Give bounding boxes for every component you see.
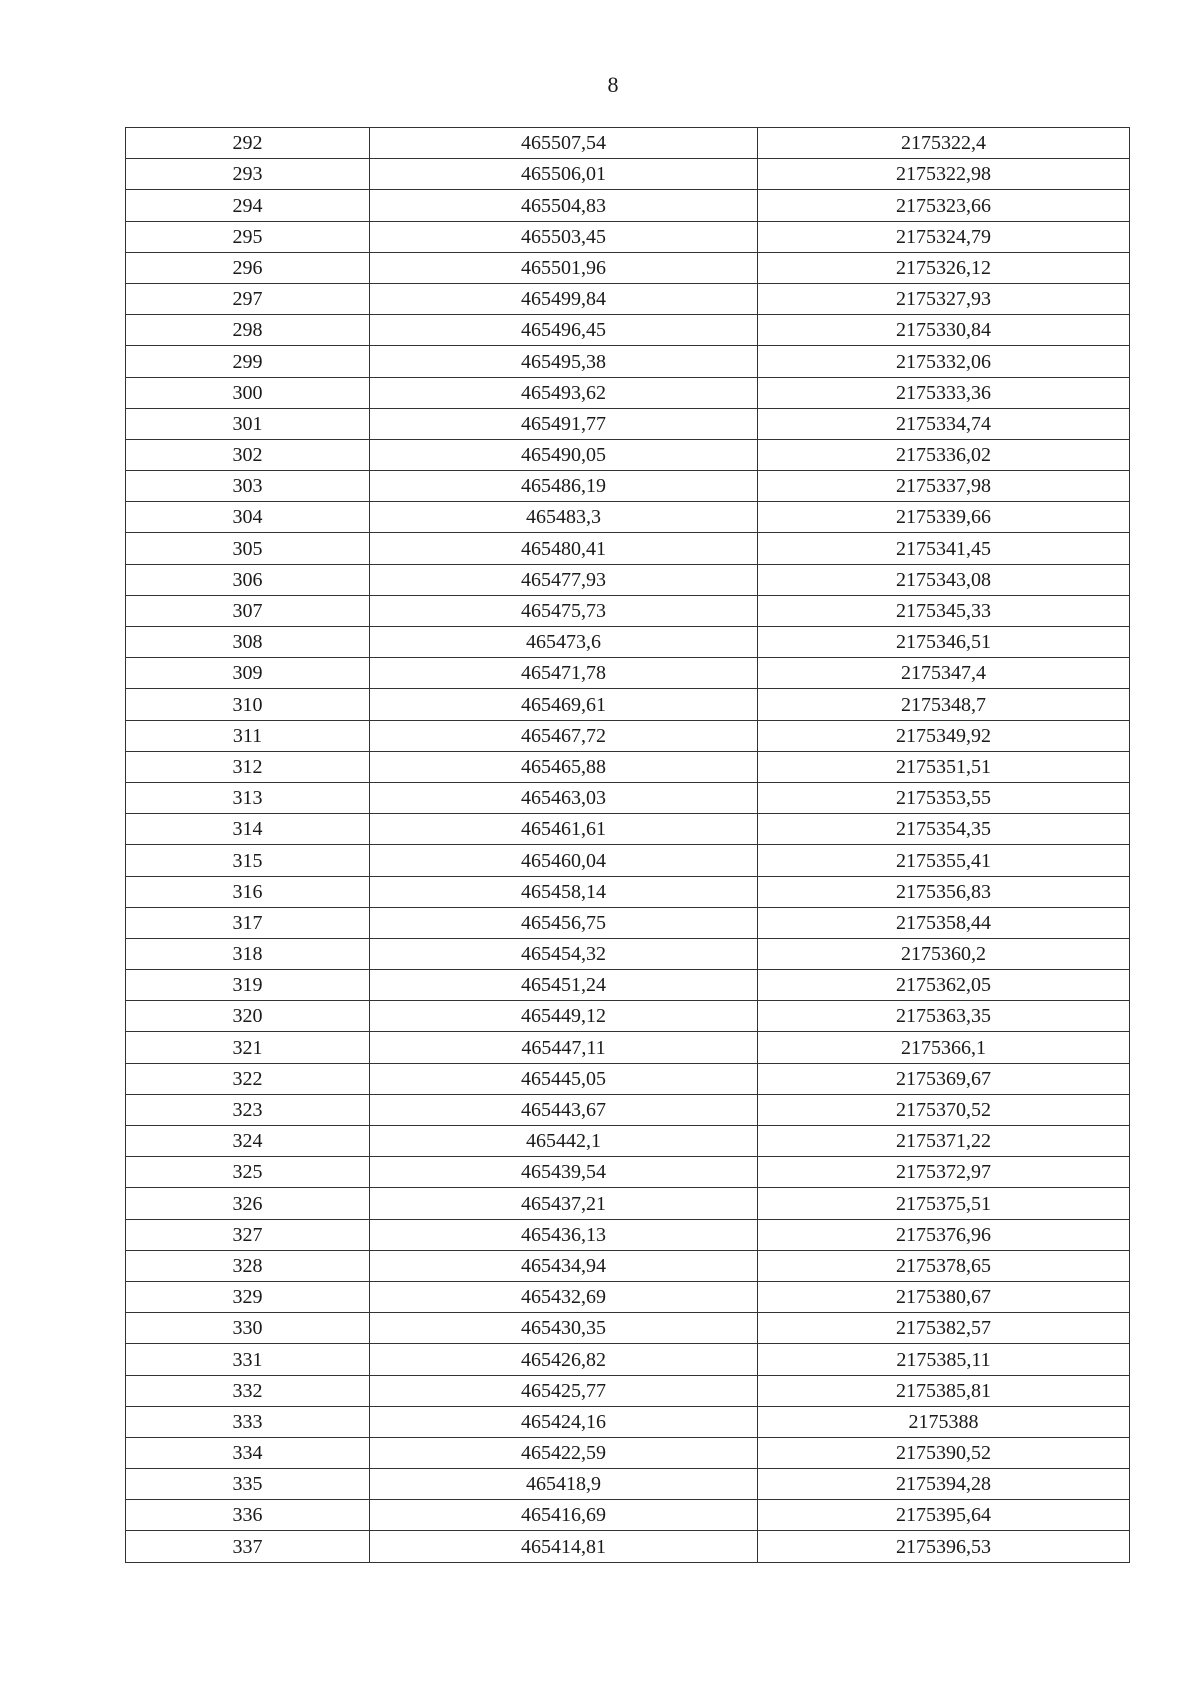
- x-coordinate-cell: 465486,19: [370, 471, 758, 502]
- point-number-cell: 321: [126, 1032, 370, 1063]
- x-coordinate-cell: 465469,61: [370, 689, 758, 720]
- y-coordinate-cell: 2175371,22: [758, 1126, 1130, 1157]
- table-row: [126, 627, 1130, 658]
- point-number-cell: 295: [126, 221, 370, 252]
- table-row: [126, 252, 1130, 283]
- point-number-cell: 299: [126, 346, 370, 377]
- point-number-cell: 337: [126, 1531, 370, 1562]
- point-number-cell: 330: [126, 1313, 370, 1344]
- y-coordinate-cell: 2175336,02: [758, 439, 1130, 470]
- y-coordinate-cell: 2175333,36: [758, 377, 1130, 408]
- y-coordinate-cell: 2175369,67: [758, 1063, 1130, 1094]
- point-number-cell: 319: [126, 970, 370, 1001]
- table-row: [126, 533, 1130, 564]
- y-coordinate-cell: 2175334,74: [758, 408, 1130, 439]
- table-row: [126, 471, 1130, 502]
- x-coordinate-cell: 465475,73: [370, 595, 758, 626]
- point-number-cell: 325: [126, 1157, 370, 1188]
- point-number-cell: 320: [126, 1001, 370, 1032]
- point-number-cell: 332: [126, 1375, 370, 1406]
- point-number-cell: 334: [126, 1437, 370, 1468]
- y-coordinate-cell: 2175362,05: [758, 970, 1130, 1001]
- point-number-cell: 316: [126, 876, 370, 907]
- y-coordinate-cell: 2175376,96: [758, 1219, 1130, 1250]
- point-number-cell: 333: [126, 1406, 370, 1437]
- point-number-cell: 305: [126, 533, 370, 564]
- point-number-cell: 318: [126, 938, 370, 969]
- table-row: [126, 159, 1130, 190]
- x-coordinate-cell: 465506,01: [370, 159, 758, 190]
- x-coordinate-cell: 465447,11: [370, 1032, 758, 1063]
- y-coordinate-cell: 2175396,53: [758, 1531, 1130, 1562]
- point-number-cell: 327: [126, 1219, 370, 1250]
- x-coordinate-cell: 465495,38: [370, 346, 758, 377]
- table-row: [126, 658, 1130, 689]
- table-row: [126, 1250, 1130, 1281]
- point-number-cell: 304: [126, 502, 370, 533]
- x-coordinate-cell: 465436,13: [370, 1219, 758, 1250]
- y-coordinate-cell: 2175348,7: [758, 689, 1130, 720]
- x-coordinate-cell: 465449,12: [370, 1001, 758, 1032]
- table-row: [126, 1063, 1130, 1094]
- table-row: [126, 1001, 1130, 1032]
- x-coordinate-cell: 465499,84: [370, 283, 758, 314]
- point-number-cell: 296: [126, 252, 370, 283]
- y-coordinate-cell: 2175360,2: [758, 938, 1130, 969]
- table-row: [126, 876, 1130, 907]
- y-coordinate-cell: 2175324,79: [758, 221, 1130, 252]
- table-row: [126, 346, 1130, 377]
- table-row: [126, 1188, 1130, 1219]
- table-row: [126, 221, 1130, 252]
- x-coordinate-cell: 465445,05: [370, 1063, 758, 1094]
- table-row: [126, 439, 1130, 470]
- y-coordinate-cell: 2175358,44: [758, 907, 1130, 938]
- y-coordinate-cell: 2175375,51: [758, 1188, 1130, 1219]
- y-coordinate-cell: 2175343,08: [758, 564, 1130, 595]
- y-coordinate-cell: 2175395,64: [758, 1500, 1130, 1531]
- x-coordinate-cell: 465467,72: [370, 720, 758, 751]
- table-row: [126, 128, 1130, 159]
- x-coordinate-cell: 465463,03: [370, 782, 758, 813]
- x-coordinate-cell: 465461,61: [370, 814, 758, 845]
- y-coordinate-cell: 2175323,66: [758, 190, 1130, 221]
- table-row: [126, 1281, 1130, 1312]
- x-coordinate-cell: 465503,45: [370, 221, 758, 252]
- x-coordinate-cell: 465439,54: [370, 1157, 758, 1188]
- y-coordinate-cell: 2175330,84: [758, 315, 1130, 346]
- y-coordinate-cell: 2175355,41: [758, 845, 1130, 876]
- point-number-cell: 313: [126, 782, 370, 813]
- point-number-cell: 297: [126, 283, 370, 314]
- y-coordinate-cell: 2175326,12: [758, 252, 1130, 283]
- table-row: [126, 1500, 1130, 1531]
- y-coordinate-cell: 2175388: [758, 1406, 1130, 1437]
- table-row: [126, 907, 1130, 938]
- y-coordinate-cell: 2175378,65: [758, 1250, 1130, 1281]
- point-number-cell: 324: [126, 1126, 370, 1157]
- y-coordinate-cell: 2175337,98: [758, 471, 1130, 502]
- point-number-cell: 307: [126, 595, 370, 626]
- y-coordinate-cell: 2175345,33: [758, 595, 1130, 626]
- point-number-cell: 323: [126, 1094, 370, 1125]
- x-coordinate-cell: 465507,54: [370, 128, 758, 159]
- table-row: [126, 938, 1130, 969]
- table-row: [126, 315, 1130, 346]
- x-coordinate-cell: 465460,04: [370, 845, 758, 876]
- point-number-cell: 312: [126, 751, 370, 782]
- table-row: [126, 283, 1130, 314]
- x-coordinate-cell: 465424,16: [370, 1406, 758, 1437]
- table-row: [126, 970, 1130, 1001]
- point-number-cell: 310: [126, 689, 370, 720]
- table-row: [126, 689, 1130, 720]
- x-coordinate-cell: 465434,94: [370, 1250, 758, 1281]
- table-row: [126, 1126, 1130, 1157]
- y-coordinate-cell: 2175347,4: [758, 658, 1130, 689]
- point-number-cell: 322: [126, 1063, 370, 1094]
- point-number-cell: 302: [126, 439, 370, 470]
- point-number-cell: 292: [126, 128, 370, 159]
- y-coordinate-cell: 2175394,28: [758, 1469, 1130, 1500]
- table-row: [126, 1219, 1130, 1250]
- table-row: [126, 1437, 1130, 1468]
- table-row: [126, 1531, 1130, 1562]
- y-coordinate-cell: 2175372,97: [758, 1157, 1130, 1188]
- table-row: [126, 782, 1130, 813]
- y-coordinate-cell: 2175327,93: [758, 283, 1130, 314]
- x-coordinate-cell: 465471,78: [370, 658, 758, 689]
- point-number-cell: 308: [126, 627, 370, 658]
- table-row: [126, 595, 1130, 626]
- y-coordinate-cell: 2175363,35: [758, 1001, 1130, 1032]
- y-coordinate-cell: 2175346,51: [758, 627, 1130, 658]
- x-coordinate-cell: 465477,93: [370, 564, 758, 595]
- point-number-cell: 306: [126, 564, 370, 595]
- x-coordinate-cell: 465414,81: [370, 1531, 758, 1562]
- y-coordinate-cell: 2175390,52: [758, 1437, 1130, 1468]
- y-coordinate-cell: 2175322,98: [758, 159, 1130, 190]
- x-coordinate-cell: 465483,3: [370, 502, 758, 533]
- y-coordinate-cell: 2175385,11: [758, 1344, 1130, 1375]
- x-coordinate-cell: 465501,96: [370, 252, 758, 283]
- x-coordinate-cell: 465443,67: [370, 1094, 758, 1125]
- x-coordinate-cell: 465416,69: [370, 1500, 758, 1531]
- y-coordinate-cell: 2175353,55: [758, 782, 1130, 813]
- x-coordinate-cell: 465425,77: [370, 1375, 758, 1406]
- point-number-cell: 298: [126, 315, 370, 346]
- y-coordinate-cell: 2175382,57: [758, 1313, 1130, 1344]
- x-coordinate-cell: 465437,21: [370, 1188, 758, 1219]
- table-row: [126, 408, 1130, 439]
- table-row: [126, 377, 1130, 408]
- point-number-cell: 329: [126, 1281, 370, 1312]
- y-coordinate-cell: 2175339,66: [758, 502, 1130, 533]
- y-coordinate-cell: 2175332,06: [758, 346, 1130, 377]
- x-coordinate-cell: 465465,88: [370, 751, 758, 782]
- y-coordinate-cell: 2175385,81: [758, 1375, 1130, 1406]
- point-number-cell: 309: [126, 658, 370, 689]
- table-row: [126, 564, 1130, 595]
- table-row: [126, 1344, 1130, 1375]
- point-number-cell: 301: [126, 408, 370, 439]
- point-number-cell: 303: [126, 471, 370, 502]
- x-coordinate-cell: 465422,59: [370, 1437, 758, 1468]
- x-coordinate-cell: 465473,6: [370, 627, 758, 658]
- y-coordinate-cell: 2175341,45: [758, 533, 1130, 564]
- point-number-cell: 336: [126, 1500, 370, 1531]
- point-number-cell: 311: [126, 720, 370, 751]
- y-coordinate-cell: 2175366,1: [758, 1032, 1130, 1063]
- y-coordinate-cell: 2175356,83: [758, 876, 1130, 907]
- point-number-cell: 314: [126, 814, 370, 845]
- x-coordinate-cell: 465458,14: [370, 876, 758, 907]
- point-number-cell: 300: [126, 377, 370, 408]
- y-coordinate-cell: 2175354,35: [758, 814, 1130, 845]
- table-row: [126, 814, 1130, 845]
- point-number-cell: 328: [126, 1250, 370, 1281]
- x-coordinate-cell: 465491,77: [370, 408, 758, 439]
- table-row: [126, 1094, 1130, 1125]
- x-coordinate-cell: 465432,69: [370, 1281, 758, 1312]
- page-number: 8: [607, 72, 619, 97]
- x-coordinate-cell: 465496,45: [370, 315, 758, 346]
- point-number-cell: 326: [126, 1188, 370, 1219]
- x-coordinate-cell: 465418,9: [370, 1469, 758, 1500]
- x-coordinate-cell: 465490,05: [370, 439, 758, 470]
- table-row: [126, 1375, 1130, 1406]
- table-row: [126, 190, 1130, 221]
- coordinates-table-body: [126, 128, 1130, 1563]
- x-coordinate-cell: 465442,1: [370, 1126, 758, 1157]
- x-coordinate-cell: 465454,32: [370, 938, 758, 969]
- table-row: [126, 1406, 1130, 1437]
- point-number-cell: 315: [126, 845, 370, 876]
- x-coordinate-cell: 465426,82: [370, 1344, 758, 1375]
- y-coordinate-cell: 2175370,52: [758, 1094, 1130, 1125]
- point-number-cell: 317: [126, 907, 370, 938]
- table-row: [126, 720, 1130, 751]
- table-row: [126, 1469, 1130, 1500]
- x-coordinate-cell: 465456,75: [370, 907, 758, 938]
- table-row: [126, 502, 1130, 533]
- x-coordinate-cell: 465430,35: [370, 1313, 758, 1344]
- point-number-cell: 331: [126, 1344, 370, 1375]
- y-coordinate-cell: 2175322,4: [758, 128, 1130, 159]
- table-row: [126, 845, 1130, 876]
- y-coordinate-cell: 2175380,67: [758, 1281, 1130, 1312]
- point-number-cell: 335: [126, 1469, 370, 1500]
- point-number-cell: 294: [126, 190, 370, 221]
- y-coordinate-cell: 2175349,92: [758, 720, 1130, 751]
- x-coordinate-cell: 465480,41: [370, 533, 758, 564]
- table-row: [126, 1157, 1130, 1188]
- x-coordinate-cell: 465504,83: [370, 190, 758, 221]
- coordinates-table: [125, 127, 1130, 1563]
- x-coordinate-cell: 465493,62: [370, 377, 758, 408]
- x-coordinate-cell: 465451,24: [370, 970, 758, 1001]
- table-row: [126, 1313, 1130, 1344]
- point-number-cell: 293: [126, 159, 370, 190]
- table-row: [126, 751, 1130, 782]
- table-row: [126, 1032, 1130, 1063]
- y-coordinate-cell: 2175351,51: [758, 751, 1130, 782]
